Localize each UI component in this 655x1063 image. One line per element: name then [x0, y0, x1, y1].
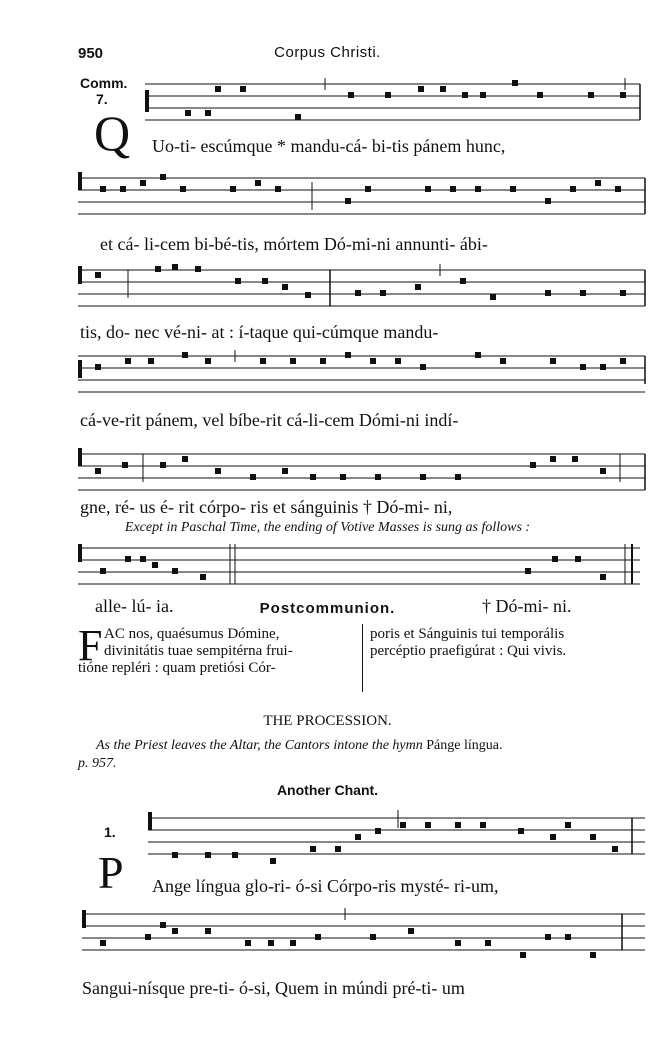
postcommunion-right-2: percéptio praefigúrat : Qui vivis. — [370, 643, 567, 659]
postcommunion-left-3: tióne repléri : quam pretiósi Cór- — [78, 660, 276, 676]
staff-3 — [0, 262, 655, 316]
another-chant-title: Another Chant. — [276, 782, 379, 798]
staff-8 — [0, 906, 655, 966]
page-number: 950 — [78, 45, 104, 62]
staff-4 — [0, 348, 655, 402]
procession-page-ref: p. 957. — [78, 756, 117, 771]
procession-title: THE PROCESSION. — [263, 713, 392, 729]
staff-2 — [0, 170, 655, 226]
lyric-line-4: cá-ve-rit pánem, vel bíbe-rit cá-li-cem Dómi-ni indí- — [80, 410, 459, 430]
running-title: Corpus Christi. — [274, 44, 381, 61]
drop-cap-f: F — [78, 621, 103, 670]
postcommunion-title: Postcommunion. — [259, 600, 396, 617]
lyric-line-3: tis, do- nec vé-ni- at : í-taque qui-cúmque mandu- — [80, 322, 439, 342]
mode-number: 7. — [96, 91, 108, 107]
postcommunion-left-2: divinitátis tuae sempitérna frui- — [104, 643, 293, 659]
drop-cap-p: P — [98, 847, 124, 898]
postcommunion-right-1: poris et Sánguinis tui temporális — [370, 626, 565, 642]
alleluia-ending: † Dó-mi- ni. — [482, 596, 572, 616]
lyric-line-1: Uo-ti- escúmque * mandu-cá- bi-tis pánem hunc, — [152, 136, 506, 156]
lyric-line-2: et cá- li-cem bi-bé-tis, mórtem Dó-mi-ni annunti- ábi- — [100, 234, 488, 254]
procession-rubric-text: As the Priest leaves the Altar, the Cantors intone the hymn — [96, 738, 423, 753]
drop-cap-q: Q — [94, 105, 131, 161]
procession-rubric — [96, 738, 502, 754]
votive-rubric: Except in Paschal Time, the ending of Votive Masses is sung as follows : — [124, 520, 531, 535]
column-divider — [362, 624, 363, 692]
procession-hymn-name: Pánge língua. — [426, 738, 503, 753]
communion-label: Comm. — [80, 75, 128, 91]
staff-6 — [0, 540, 655, 592]
lyric-line-5: gne, ré- us é- rit córpo- ris et sánguinis † Dó-mi- ni, — [80, 497, 453, 517]
staff-5 — [0, 446, 655, 496]
postcommunion-left-1: AC nos, quaésumus Dómine, — [104, 626, 280, 642]
hymn-lyric-2: Sangui-nísque pre-ti- ó-si, Quem in múndi pré-ti- um — [82, 978, 465, 998]
hymn-lyric-1: Ange língua glo-ri- ó-si Córpo-ris mysté- ri-um, — [152, 876, 499, 896]
verse-number: 1. — [104, 824, 116, 840]
alleluia-lyric: alle- lú- ia. — [95, 596, 174, 616]
